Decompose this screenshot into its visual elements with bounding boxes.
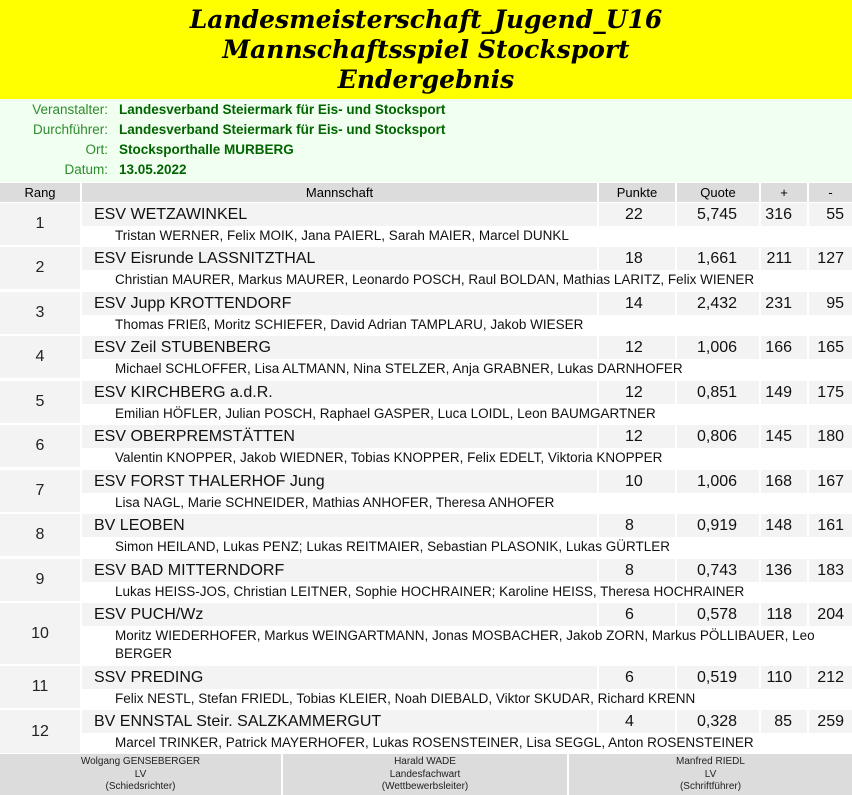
points-cell: 18: [599, 247, 675, 270]
team-cell: ESV Jupp KROTTENDORF: [82, 292, 597, 315]
table-row: [0, 710, 852, 753]
quote-cell: 5,745: [677, 203, 759, 226]
rank-cell: 3: [0, 292, 80, 334]
quote-cell: 0,919: [677, 514, 759, 537]
table-row: [0, 666, 852, 708]
rank-cell: 2: [0, 247, 80, 289]
team-cell: BV ENNSTAL Steir. SALZKAMMERGUT: [82, 710, 597, 733]
signature-org: LV: [134, 768, 147, 780]
players-cell: Simon HEILAND, Lukas PENZ; Lukas REITMAIER, Sebastian PLASONIK, Lukas GÜRTLER: [82, 537, 852, 556]
info-value: Landesverband Steiermark für Eis- und Stocksport: [119, 102, 446, 117]
info-label: Datum:: [64, 162, 108, 177]
table-row: [0, 203, 852, 245]
header-rank: Rang: [0, 183, 80, 202]
signature-org: Landesfachwart: [389, 768, 461, 780]
rank-cell: 7: [0, 470, 80, 512]
points-cell: 8: [599, 514, 675, 537]
quote-cell: 0,743: [677, 559, 759, 582]
title-line-1: Landesmeisterschaft_Jugend_U16: [189, 5, 663, 34]
team-cell: BV LEOBEN: [82, 514, 597, 537]
plus-cell: 145: [761, 425, 807, 448]
points-cell: 22: [599, 203, 675, 226]
players-cell: Felix NESTL, Stefan FRIEDL, Tobias KLEIER, Noah DIEBALD, Viktor SKUDAR, Richard KRENN: [82, 689, 852, 708]
team-cell: ESV PUCH/Wz: [82, 603, 597, 626]
rank-cell: 10: [0, 603, 80, 664]
team-cell: ESV WETZAWINKEL: [82, 203, 597, 226]
rank-cell: 1: [0, 203, 80, 245]
info-row-organizer: [0, 100, 852, 120]
players-cell: Marcel TRINKER, Patrick MAYERHOFER, Lukas ROSENSTEINER, Lisa SEGGL, Anton ROSENSTEINER: [82, 733, 852, 753]
minus-cell: 175: [809, 381, 852, 404]
signature-competition-lead: [283, 754, 567, 795]
table-row: [0, 381, 852, 423]
info-row-executor: [0, 120, 852, 140]
minus-cell: 95: [809, 292, 852, 315]
players-cell: Tristan WERNER, Felix MOIK, Jana PAIERL, Sarah MAIER, Marcel DUNKL: [82, 226, 852, 245]
quote-cell: 0,519: [677, 666, 759, 689]
minus-cell: 165: [809, 336, 852, 359]
info-row-location: [0, 140, 852, 160]
info-value: 13.05.2022: [119, 162, 187, 177]
plus-cell: 85: [761, 710, 807, 733]
rank-cell: 5: [0, 381, 80, 423]
title-banner: [0, 0, 852, 99]
points-cell: 10: [599, 470, 675, 493]
table-row: [0, 559, 852, 601]
minus-cell: 161: [809, 514, 852, 537]
plus-cell: 149: [761, 381, 807, 404]
header-minus: -: [809, 183, 852, 202]
minus-cell: 204: [809, 603, 852, 626]
info-label: Veranstalter:: [32, 102, 108, 117]
plus-cell: 211: [761, 247, 807, 270]
title-line-3: Endergebnis: [337, 65, 515, 94]
info-value: Stocksporthalle MURBERG: [119, 142, 294, 157]
rank-cell: 12: [0, 710, 80, 753]
table-row: [0, 425, 852, 467]
players-cell: Michael SCHLOFFER, Lisa ALTMANN, Nina STELZER, Anja GRABNER, Lukas DARNHOFER: [82, 359, 852, 378]
minus-cell: 167: [809, 470, 852, 493]
players-cell: Thomas FRIEß, Moritz SCHIEFER, David Adrian TAMPLARU, Jakob WIESER: [82, 315, 852, 334]
info-value: Landesverband Steiermark für Eis- und Stocksport: [119, 122, 446, 137]
header-quote: Quote: [677, 183, 759, 202]
minus-cell: 55: [809, 203, 852, 226]
points-cell: 6: [599, 603, 675, 626]
minus-cell: 212: [809, 666, 852, 689]
plus-cell: 166: [761, 336, 807, 359]
players-cell: Lukas HEISS-JOS, Christian LEITNER, Sophie HOCHRAINER; Karoline HEISS, Theresa HOCHRAINER: [82, 582, 852, 601]
signature-footer: [0, 754, 852, 795]
info-row-date: [0, 160, 852, 180]
plus-cell: 148: [761, 514, 807, 537]
minus-cell: 127: [809, 247, 852, 270]
quote-cell: 0,578: [677, 603, 759, 626]
team-cell: ESV FORST THALERHOF Jung: [82, 470, 597, 493]
title-line-2: Mannschaftsspiel Stocksport: [222, 35, 630, 64]
players-cell: Moritz WIEDERHOFER, Markus WEINGARTMANN, Jonas MOSBACHER, Jakob ZORN, Markus PÖLLIBAUER, Leo BERGER: [82, 626, 852, 664]
header-plus: +: [761, 183, 807, 202]
points-cell: 4: [599, 710, 675, 733]
quote-cell: 1,661: [677, 247, 759, 270]
signature-org: LV: [704, 768, 717, 780]
minus-cell: 259: [809, 710, 852, 733]
quote-cell: 0,806: [677, 425, 759, 448]
quote-cell: 1,006: [677, 336, 759, 359]
players-cell: Valentin KNOPPER, Jakob WIEDNER, Tobias KNOPPER, Felix EDELT, Viktoria KNOPPER: [82, 448, 852, 467]
rank-cell: 6: [0, 425, 80, 467]
quote-cell: 0,851: [677, 381, 759, 404]
team-cell: ESV OBERPREMSTÄTTEN: [82, 425, 597, 448]
minus-cell: 183: [809, 559, 852, 582]
plus-cell: 136: [761, 559, 807, 582]
rank-cell: 11: [0, 666, 80, 708]
table-row: [0, 292, 852, 334]
table-row: [0, 603, 852, 664]
signature-name: Wolgang GENSEBERGER: [80, 756, 201, 767]
plus-cell: 231: [761, 292, 807, 315]
team-cell: ESV KIRCHBERG a.d.R.: [82, 381, 597, 404]
plus-cell: 118: [761, 603, 807, 626]
table-row: [0, 247, 852, 289]
table-header: [0, 183, 852, 202]
rank-cell: 4: [0, 336, 80, 378]
info-label: Durchführer:: [32, 122, 108, 137]
quote-cell: 0,328: [677, 710, 759, 733]
points-cell: 14: [599, 292, 675, 315]
signature-role: (Schiedsrichter): [105, 781, 176, 792]
signature-role: (Schriftführer): [679, 781, 742, 792]
plus-cell: 316: [761, 203, 807, 226]
team-cell: ESV Zeil STUBENBERG: [82, 336, 597, 359]
team-cell: ESV Eisrunde LASSNITZTHAL: [82, 247, 597, 270]
players-cell: Emilian HÖFLER, Julian POSCH, Raphael GASPER, Luca LOIDL, Leon BAUMGARTNER: [82, 404, 852, 423]
table-row: [0, 470, 852, 512]
points-cell: 12: [599, 381, 675, 404]
players-cell: Lisa NAGL, Marie SCHNEIDER, Mathias ANHOFER, Theresa ANHOFER: [82, 493, 852, 512]
team-cell: ESV BAD MITTERNDORF: [82, 559, 597, 582]
signature-name: Harald WADE: [394, 756, 456, 767]
plus-cell: 110: [761, 666, 807, 689]
rank-cell: 8: [0, 514, 80, 556]
info-label: Ort:: [85, 142, 108, 157]
plus-cell: 168: [761, 470, 807, 493]
rank-cell: 9: [0, 559, 80, 601]
points-cell: 12: [599, 336, 675, 359]
signature-name: Manfred RIEDL: [676, 756, 745, 767]
points-cell: 8: [599, 559, 675, 582]
table-row: [0, 336, 852, 378]
players-cell: Christian MAURER, Markus MAURER, Leonardo POSCH, Raul BOLDAN, Mathias LARITZ, Felix WIENER: [82, 270, 852, 289]
points-cell: 12: [599, 425, 675, 448]
event-info: [0, 99, 852, 182]
team-cell: SSV PREDING: [82, 666, 597, 689]
signature-role: (Wettbewerbsleiter): [381, 781, 469, 792]
header-team: Mannschaft: [82, 183, 597, 202]
minus-cell: 180: [809, 425, 852, 448]
header-points: Punkte: [599, 183, 675, 202]
quote-cell: 1,006: [677, 470, 759, 493]
points-cell: 6: [599, 666, 675, 689]
signature-referee: [0, 754, 281, 795]
quote-cell: 2,432: [677, 292, 759, 315]
signature-secretary: [569, 754, 852, 795]
table-row: [0, 514, 852, 556]
